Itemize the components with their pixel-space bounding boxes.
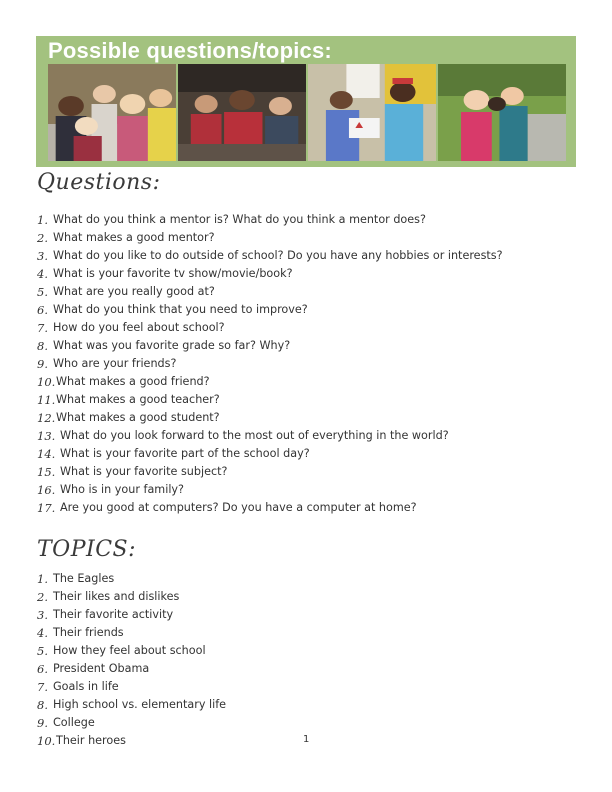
list-item — [37, 624, 226, 642]
list-item-number: 1. — [37, 572, 48, 586]
list-item-number: 12. — [37, 411, 56, 425]
list-item-text: Goals in life — [53, 680, 119, 693]
list-item-text: What do you like to do outside of school? Do you have any hobbies or interests? — [53, 249, 503, 262]
list-item-text: What is your favorite subject? — [60, 465, 228, 478]
list-item-text: What makes a good mentor? — [53, 231, 215, 244]
list-item-number: 2. — [37, 590, 48, 604]
list-item — [37, 606, 226, 624]
list-item — [37, 211, 503, 229]
list-item-number: 7. — [37, 680, 48, 694]
list-item-text: Their likes and dislikes — [53, 590, 180, 603]
photo-kids-outdoors — [438, 64, 566, 161]
list-item-text: President Obama — [53, 662, 150, 675]
list-item-number: 9. — [37, 716, 48, 730]
list-item — [37, 319, 503, 337]
list-item-text: What do you think that you need to improve? — [53, 303, 308, 316]
list-item — [37, 588, 226, 606]
list-item — [37, 714, 226, 732]
list-item-text: What is your favorite part of the school day? — [60, 447, 310, 460]
list-item-number: 9. — [37, 357, 48, 371]
list-item-number: 11. — [37, 393, 56, 407]
list-item-text: Who are your friends? — [53, 357, 177, 370]
list-item-text: What makes a good friend? — [56, 375, 210, 388]
list-item-text: What do you think a mentor is? What do you think a mentor does? — [53, 213, 426, 226]
list-item-number: 5. — [37, 285, 48, 299]
list-item-number: 16. — [37, 483, 56, 497]
photo-classroom — [178, 64, 306, 161]
list-item-text: Their friends — [53, 626, 124, 639]
list-item — [37, 337, 503, 355]
list-item-number: 4. — [37, 626, 48, 640]
list-item-text: Their heroes — [56, 734, 126, 747]
list-item-text: What is your favorite tv show/movie/book? — [53, 267, 293, 280]
list-item-number: 5. — [37, 644, 48, 658]
list-item-text: What makes a good teacher? — [56, 393, 220, 406]
list-item-number: 8. — [37, 339, 48, 353]
list-item-number: 1. — [37, 213, 48, 227]
list-item — [37, 265, 503, 283]
list-item-number: 8. — [37, 698, 48, 712]
page-number: 1 — [303, 734, 310, 745]
list-item — [37, 301, 503, 319]
list-item-number: 4. — [37, 267, 48, 281]
list-item-number: 13. — [37, 429, 56, 443]
list-item-text: What was you favorite grade so far? Why? — [53, 339, 291, 352]
photo-teacher-with-student — [308, 64, 436, 161]
list-item — [37, 355, 503, 373]
list-item-number: 14. — [37, 447, 56, 461]
list-item — [37, 696, 226, 714]
topics-heading: TOPICS: — [37, 537, 137, 562]
list-item-text: How they feel about school — [53, 644, 206, 657]
list-item — [37, 732, 226, 750]
list-item — [37, 499, 503, 517]
photo-strip — [48, 64, 566, 161]
topics-list — [37, 570, 226, 750]
list-item-text: What are you really good at? — [53, 285, 215, 298]
list-item — [37, 391, 503, 409]
list-item — [37, 678, 226, 696]
list-item-text: What do you look forward to the most out of everything in the world? — [60, 429, 449, 442]
list-item — [37, 481, 503, 499]
questions-list — [37, 211, 503, 517]
list-item-text: High school vs. elementary life — [53, 698, 227, 711]
list-item-number: 3. — [37, 249, 48, 263]
list-item-text: What makes a good student? — [56, 411, 220, 424]
list-item-text: Who is in your family? — [60, 483, 184, 496]
list-item-number: 2. — [37, 231, 48, 245]
list-item — [37, 229, 503, 247]
list-item-text: College — [53, 716, 95, 729]
list-item — [37, 409, 503, 427]
list-item-number: 6. — [37, 303, 48, 317]
list-item-text: Are you good at computers? Do you have a computer at home? — [60, 501, 417, 514]
list-item — [37, 247, 503, 265]
list-item-text: How do you feel about school? — [53, 321, 225, 334]
list-item — [37, 642, 226, 660]
list-item-number: 3. — [37, 608, 48, 622]
list-item — [37, 463, 503, 481]
questions-heading: Questions: — [37, 170, 161, 195]
list-item — [37, 660, 226, 678]
list-item-number: 6. — [37, 662, 48, 676]
list-item-text: The Eagles — [53, 572, 115, 585]
list-item-number: 15. — [37, 465, 56, 479]
header-banner — [36, 36, 576, 167]
list-item-number: 17. — [37, 501, 56, 515]
list-item — [37, 445, 503, 463]
list-item — [37, 427, 503, 445]
list-item — [37, 283, 503, 301]
list-item-number: 10. — [37, 734, 56, 748]
list-item-number: 7. — [37, 321, 48, 335]
list-item — [37, 570, 226, 588]
list-item-number: 10. — [37, 375, 56, 389]
list-item-text: Their favorite activity — [53, 608, 174, 621]
banner-title: Possible questions/topics: — [48, 38, 332, 63]
photo-students-group — [48, 64, 176, 161]
list-item — [37, 373, 503, 391]
